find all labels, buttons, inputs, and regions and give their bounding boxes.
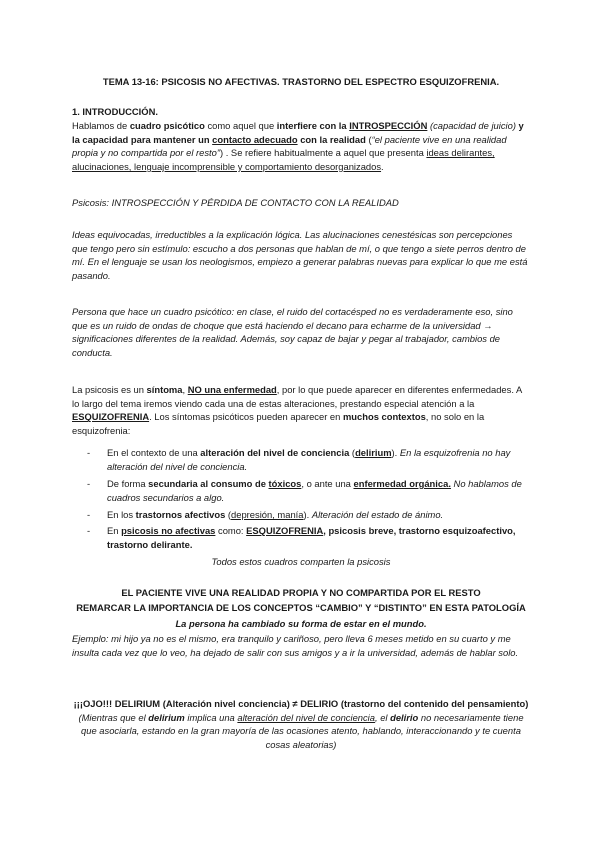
example-paragraph: Persona que hace un cuadro psicótico: en clase, el ruido del cortacésped no es verdaderamente eso, sino que es un ruido de ondas de choque que está haciendo el decano para echarme de la universidad → significaciones diferentes de la realidad. Además, soy capaz de bajar y pegar al trabajador, cambios de conducta. <box>72 306 513 358</box>
list-item: - De forma secundaria al consumo de tóxicos, o ante una enfermedad orgánica. No hablamos de cuadros secundarios a algo. <box>87 478 522 503</box>
emphasis-line-cambio: REMARCAR LA IMPORTANCIA DE LOS CONCEPTOS “CAMBIO” Y “DISTINTO” EN ESTA PATOLOGÍA <box>76 602 526 613</box>
ideas-paragraph: Ideas equivocadas, irreductibles a la explicación lógica. Las alucinaciones cenestésicas son percepciones que tengo pero sin estímulo: escucho a dos personas que hablan de mí, o que tengo a siete perros dentro de mí. En el lenguaje se usan los neologismos, empiezo a generar palabras nuevas para explicar lo que me está pasando. <box>72 229 528 281</box>
list-item: - En psicosis no afectivas como: ESQUIZOFRENIA, psicosis breve, trastorno esquizoafectivo, trastorno delirante. <box>87 525 516 550</box>
list-item: - En los trastornos afectivos (depresión, manía). Alteración del estado de ánimo. <box>87 509 444 520</box>
list-item: - En el contexto de una alteración del nivel de conciencia (delirium). En la esquizofrenia no hay alteración del nivel de conciencia. <box>87 447 511 472</box>
psicosis-definition: Psicosis: INTROSPECCIÓN Y PÉRDIDA DE CONTACTO CON LA REALIDAD <box>72 197 399 208</box>
all-share-note: Todos estos cuadros comparten la psicosis <box>211 556 391 567</box>
document-title: TEMA 13-16: PSICOSIS NO AFECTIVAS. TRASTORNO DEL ESPECTRO ESQUIZOFRENIA. <box>102 76 500 87</box>
intro-paragraph: Hablamos de cuadro psicótico como aquel que interfiere con la INTROSPECCIÓN (capacidad de juicio) y la capacidad para mantener un contacto adecuado con la realidad (“el paciente vive en una realidad propia y no compartida por el resto”) . Se refiere habitualmente a aquel que presenta ideas delirantes, alucinaciones, lenguaje incomprensible y comportamiento desorganizados. <box>72 120 524 172</box>
ojo-delirium-note: ¡¡¡OJO!!! DELIRIUM (Alteración nivel conciencia) ≠ DELIRIO (trastorno del contenido del pensamiento) (Mientras que el delirium implica una alteración del nivel de conciencia, el delirio no necesariamente tiene que asociarla, estando en la gran mayoría de las ocasiones atento, hablando, interaccionando y te cuenta cosas aleatorias) <box>73 698 529 750</box>
emphasis-line-realidad: EL PACIENTE VIVE UNA REALIDAD PROPIA Y NO COMPARTIDA POR EL RESTO <box>121 587 481 598</box>
clinical-example: Ejemplo: mi hijo ya no es el mismo, era tranquilo y cariñoso, pero lleva 6 meses metido en su cuarto y me insulta cada vez que lo veo, ha dejado de salir con sus amigos y a ir la universidad, además de hablar solo. <box>72 633 519 658</box>
section-heading-introduccion: 1. INTRODUCCIÓN. <box>72 106 158 117</box>
psicosis-sintoma-paragraph: La psicosis es un síntoma, NO una enfermedad, por lo que puede aparecer en diferentes enfermedades. A lo largo del tema iremos viendo cada una de estas alteraciones, prestando especial atención a la ESQUIZOFRENIA. Los síntomas psicóticos pueden aparecer en muchos contextos, no solo en la esquizofrenia: <box>72 384 522 436</box>
emphasis-line-persona: La persona ha cambiado su forma de estar en el mundo. <box>175 618 427 629</box>
